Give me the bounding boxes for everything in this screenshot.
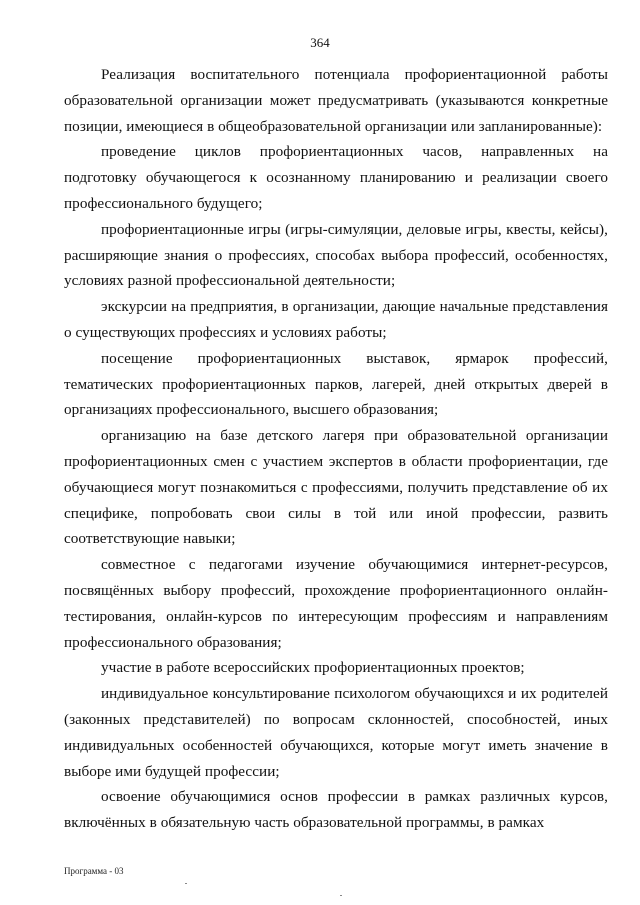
paragraph-item: совместное с педагогами изучение обучающимися интернет-ресурсов, посвящённых выбору профессий, прохождение профориентационного онлайн-тестирования, онлайн-курсов по интересующим профессиям и направлениям профессионального образования; <box>64 556 608 651</box>
document-body <box>64 62 608 836</box>
paragraph-item: освоение обучающимися основ профессии в рамках различных курсов, включённых в обязательную часть образовательной программы, в рамках <box>64 788 608 832</box>
scan-speck <box>340 895 342 896</box>
paragraph-item: проведение циклов профориентационных часов, направленных на подготовку обучающегося к осознанному планированию и реализации своего профессионального будущего; <box>64 143 608 212</box>
paragraph-item: посещение профориентационных выставок, ярмарок профессий, тематических профориентационных парков, лагерей, дней открытых дверей в организациях профессионального, высшего образования; <box>64 349 608 419</box>
page-number: 364 <box>310 35 330 50</box>
paragraph-item: организацию на базе детского лагеря при образовательной организации профориентационных смен с участием экспертов в области профориентации, где обучающиеся могут познакомиться с профессиями, получить представление об их специфике, попробовать свои силы в той или иной профессии, развить соответствующие навыки; <box>64 427 608 548</box>
paragraph-item: экскурсии на предприятия, в организации, дающие начальные представления о существующих профессиях и условиях работы; <box>64 298 608 341</box>
paragraph-item: профориентационные игры (игры-симуляции, деловые игры, квесты, кейсы), расширяющие знания о профессиях, способах выбора профессий, особенностях, условиях разной профессиональной деятельности; <box>64 220 608 290</box>
paragraph-item: участие в работе всероссийских профориентационных проектов; <box>101 659 525 677</box>
scan-speck <box>185 883 187 884</box>
paragraph-item: индивидуальное консультирование психологом обучающихся и их родителей (законных представителей) по вопросам склонностей, способностей, иных индивидуальных особенностей обучающихся, которые могут иметь значение в выборе ими будущей профессии; <box>64 685 608 780</box>
footer-label: Программа - 03 <box>64 866 124 876</box>
paragraph-intro: Реализация воспитательного потенциала профориентационной работы образовательной организации может предусматривать (указываются конкретные позиции, имеющиеся в общеобразовательной организации или запланированные): <box>64 66 608 135</box>
